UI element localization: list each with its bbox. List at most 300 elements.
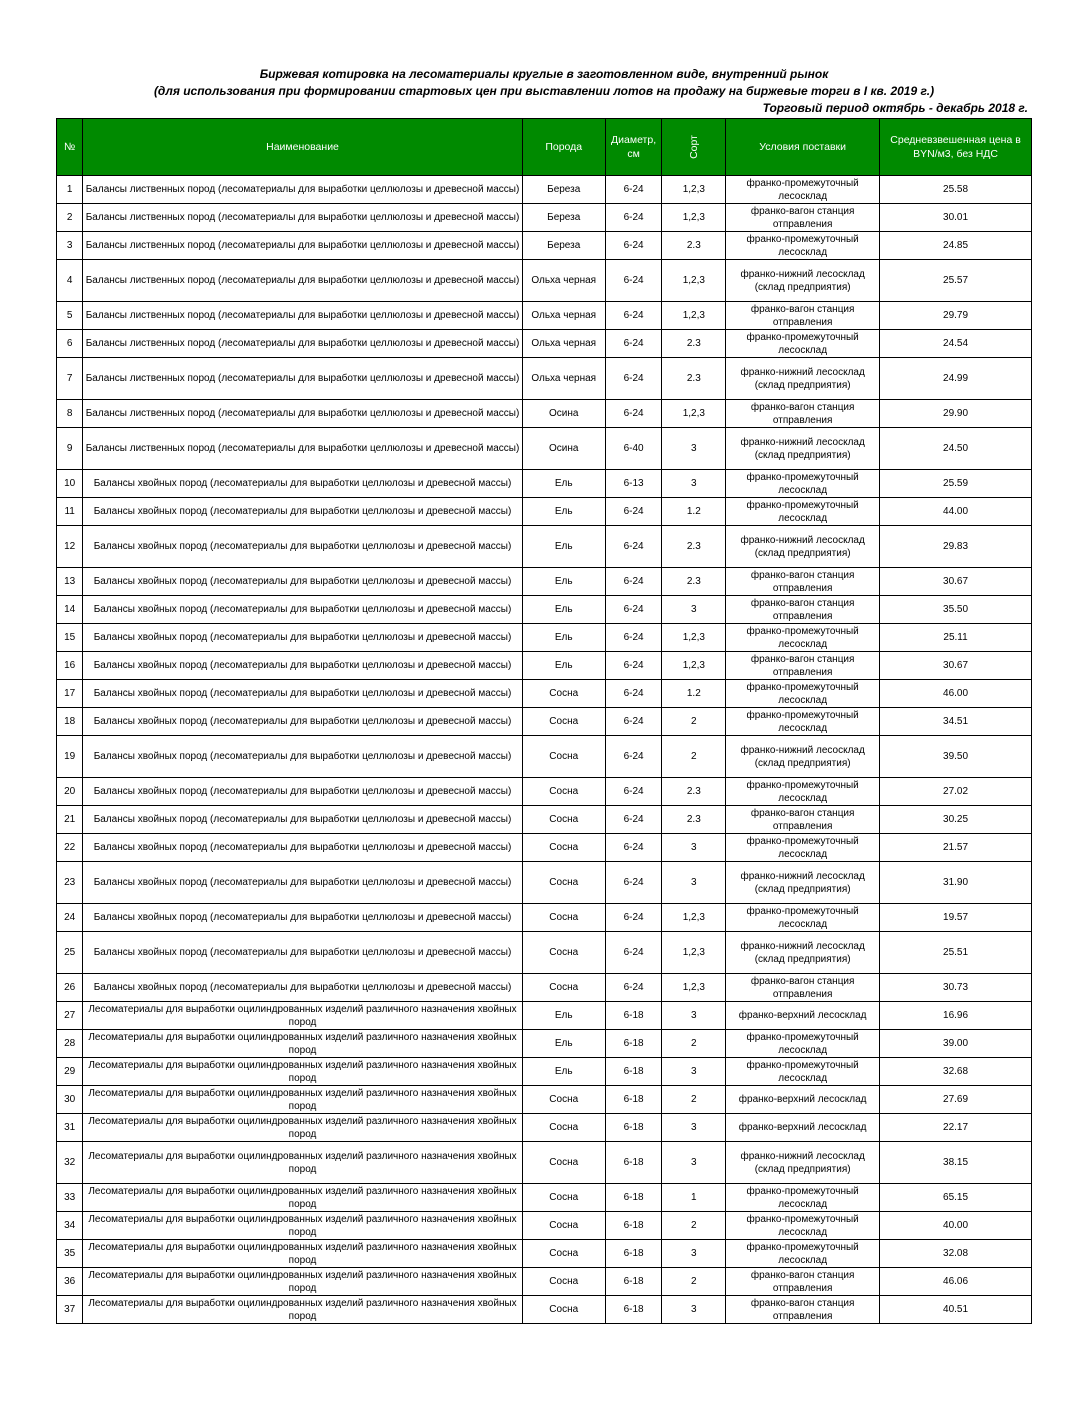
row-terms: франко-нижний лесосклад (склад предприятия): [726, 260, 880, 302]
row-terms: франко-нижний лесосклад (склад предприятия): [726, 1142, 880, 1184]
row-terms: франко-промежуточный лесосклад: [726, 1058, 880, 1086]
table-row: [57, 680, 1032, 708]
table-row: [57, 1002, 1032, 1030]
table-row: [57, 176, 1032, 204]
table-row: [57, 1086, 1032, 1114]
row-number: 6: [57, 330, 83, 358]
table-row: [57, 204, 1032, 232]
row-grade: 2.3: [662, 232, 726, 260]
row-number: 7: [57, 358, 83, 400]
row-diameter: 6-24: [605, 568, 662, 596]
row-grade: 3: [662, 1142, 726, 1184]
row-grade: 3: [662, 1296, 726, 1324]
row-price: 30.73: [880, 974, 1032, 1002]
row-grade: 2.3: [662, 358, 726, 400]
row-name: Лесоматериалы для выработки оцилиндрованных изделий различного назначения хвойных пород: [83, 1184, 522, 1212]
row-terms: франко-нижний лесосклад (склад предприятия): [726, 358, 880, 400]
row-price: 22.17: [880, 1114, 1032, 1142]
table-row: [57, 1114, 1032, 1142]
row-number: 25: [57, 932, 83, 974]
row-terms: франко-нижний лесосклад (склад предприятия): [726, 862, 880, 904]
row-diameter: 6-18: [605, 1212, 662, 1240]
row-name: Лесоматериалы для выработки оцилиндрованных изделий различного назначения хвойных пород: [83, 1240, 522, 1268]
row-species: Сосна: [522, 1086, 605, 1114]
row-species: Сосна: [522, 736, 605, 778]
row-diameter: 6-24: [605, 526, 662, 568]
row-price: 25.59: [880, 470, 1032, 498]
row-species: Ель: [522, 624, 605, 652]
row-number: 30: [57, 1086, 83, 1114]
row-number: 24: [57, 904, 83, 932]
row-species: Ель: [522, 652, 605, 680]
row-terms: франко-промежуточный лесосклад: [726, 1240, 880, 1268]
row-price: 24.85: [880, 232, 1032, 260]
row-species: Береза: [522, 176, 605, 204]
row-number: 32: [57, 1142, 83, 1184]
row-diameter: 6-18: [605, 1268, 662, 1296]
row-species: Ель: [522, 498, 605, 526]
row-name: Балансы хвойных пород (лесоматериалы для выработки целлюлозы и древесной массы): [83, 974, 522, 1002]
row-name: Балансы лиственных пород (лесоматериалы для выработки целлюлозы и древесной массы): [83, 302, 522, 330]
row-grade: 1,2,3: [662, 176, 726, 204]
header-terms: Условия поставки: [726, 119, 880, 176]
row-name: Лесоматериалы для выработки оцилиндрованных изделий различного назначения хвойных пород: [83, 1030, 522, 1058]
row-diameter: 6-24: [605, 778, 662, 806]
row-name: Балансы лиственных пород (лесоматериалы для выработки целлюлозы и древесной массы): [83, 260, 522, 302]
row-price: 29.90: [880, 400, 1032, 428]
row-price: 40.51: [880, 1296, 1032, 1324]
row-terms: франко-вагон станция отправления: [726, 596, 880, 624]
row-name: Балансы хвойных пород (лесоматериалы для выработки целлюлозы и древесной массы): [83, 526, 522, 568]
row-terms: франко-промежуточный лесосклад: [726, 680, 880, 708]
table-row: [57, 1296, 1032, 1324]
row-terms: франко-вагон станция отправления: [726, 204, 880, 232]
row-number: 14: [57, 596, 83, 624]
row-diameter: 6-24: [605, 596, 662, 624]
row-name: Лесоматериалы для выработки оцилиндрованных изделий различного назначения хвойных пород: [83, 1086, 522, 1114]
header-grade: [662, 119, 726, 176]
row-terms: франко-промежуточный лесосклад: [726, 498, 880, 526]
header-diameter: Диаметр, см: [605, 119, 662, 176]
row-number: 31: [57, 1114, 83, 1142]
table-row: [57, 624, 1032, 652]
row-diameter: 6-24: [605, 806, 662, 834]
row-terms: франко-промежуточный лесосклад: [726, 834, 880, 862]
row-species: Сосна: [522, 862, 605, 904]
row-number: 17: [57, 680, 83, 708]
table-row: [57, 1240, 1032, 1268]
row-species: Сосна: [522, 1114, 605, 1142]
row-species: Ель: [522, 526, 605, 568]
row-price: 40.00: [880, 1212, 1032, 1240]
row-diameter: 6-24: [605, 176, 662, 204]
row-number: 11: [57, 498, 83, 526]
trading-period: Торговый период октябрь - декабрь 2018 г.: [762, 101, 1028, 115]
row-terms: франко-вагон станция отправления: [726, 302, 880, 330]
row-number: 23: [57, 862, 83, 904]
row-grade: 1,2,3: [662, 652, 726, 680]
row-price: 39.00: [880, 1030, 1032, 1058]
row-name: Балансы хвойных пород (лесоматериалы для выработки целлюлозы и древесной массы): [83, 708, 522, 736]
row-price: 29.83: [880, 526, 1032, 568]
row-diameter: 6-24: [605, 904, 662, 932]
row-species: Ольха черная: [522, 330, 605, 358]
table-row: [57, 498, 1032, 526]
row-grade: 3: [662, 834, 726, 862]
table-row: [57, 526, 1032, 568]
row-species: Сосна: [522, 680, 605, 708]
row-name: Балансы хвойных пород (лесоматериалы для выработки целлюлозы и древесной массы): [83, 652, 522, 680]
row-species: Осина: [522, 428, 605, 470]
table-row: [57, 862, 1032, 904]
row-grade: 2.3: [662, 526, 726, 568]
row-diameter: 6-24: [605, 260, 662, 302]
row-grade: 2.3: [662, 778, 726, 806]
row-terms: франко-вагон станция отправления: [726, 1268, 880, 1296]
row-price: 30.67: [880, 652, 1032, 680]
row-terms: франко-промежуточный лесосклад: [726, 708, 880, 736]
row-grade: 1,2,3: [662, 932, 726, 974]
row-terms: франко-нижний лесосклад (склад предприятия): [726, 932, 880, 974]
header-name: Наименование: [83, 119, 522, 176]
row-diameter: 6-18: [605, 1240, 662, 1268]
table-header-row: [57, 119, 1032, 176]
row-price: 19.57: [880, 904, 1032, 932]
row-terms: франко-промежуточный лесосклад: [726, 624, 880, 652]
row-name: Балансы лиственных пород (лесоматериалы для выработки целлюлозы и древесной массы): [83, 204, 522, 232]
row-species: Ольха черная: [522, 260, 605, 302]
table-row: [57, 358, 1032, 400]
row-price: 27.02: [880, 778, 1032, 806]
row-name: Балансы хвойных пород (лесоматериалы для выработки целлюлозы и древесной массы): [83, 932, 522, 974]
table-row: [57, 708, 1032, 736]
row-diameter: 6-24: [605, 624, 662, 652]
row-name: Лесоматериалы для выработки оцилиндрованных изделий различного назначения хвойных пород: [83, 1296, 522, 1324]
row-diameter: 6-24: [605, 302, 662, 330]
row-name: Балансы лиственных пород (лесоматериалы для выработки целлюлозы и древесной массы): [83, 330, 522, 358]
row-species: Сосна: [522, 974, 605, 1002]
row-price: 16.96: [880, 1002, 1032, 1030]
table-row: [57, 330, 1032, 358]
row-grade: 1: [662, 1184, 726, 1212]
row-terms: франко-верхний лесосклад: [726, 1114, 880, 1142]
table-row: [57, 1142, 1032, 1184]
row-name: Балансы лиственных пород (лесоматериалы для выработки целлюлозы и древесной массы): [83, 358, 522, 400]
row-terms: франко-промежуточный лесосклад: [726, 176, 880, 204]
row-species: Сосна: [522, 1212, 605, 1240]
header-species: Порода: [522, 119, 605, 176]
row-name: Балансы хвойных пород (лесоматериалы для выработки целлюлозы и древесной массы): [83, 498, 522, 526]
table-row: [57, 428, 1032, 470]
table-row: [57, 974, 1032, 1002]
document-title: [56, 66, 1032, 117]
row-name: Балансы хвойных пород (лесоматериалы для выработки целлюлозы и древесной массы): [83, 470, 522, 498]
table-row: [57, 778, 1032, 806]
row-number: 33: [57, 1184, 83, 1212]
row-price: 24.99: [880, 358, 1032, 400]
row-name: Балансы лиственных пород (лесоматериалы для выработки целлюлозы и древесной массы): [83, 176, 522, 204]
row-name: Балансы хвойных пород (лесоматериалы для выработки целлюлозы и древесной массы): [83, 596, 522, 624]
row-price: 30.01: [880, 204, 1032, 232]
row-number: 10: [57, 470, 83, 498]
table-row: [57, 1268, 1032, 1296]
row-number: 26: [57, 974, 83, 1002]
row-number: 19: [57, 736, 83, 778]
row-species: Сосна: [522, 778, 605, 806]
row-number: 16: [57, 652, 83, 680]
row-number: 1: [57, 176, 83, 204]
row-price: 39.50: [880, 736, 1032, 778]
row-diameter: 6-24: [605, 232, 662, 260]
row-terms: франко-вагон станция отправления: [726, 568, 880, 596]
row-price: 35.50: [880, 596, 1032, 624]
row-price: 46.06: [880, 1268, 1032, 1296]
row-species: Сосна: [522, 708, 605, 736]
row-name: Лесоматериалы для выработки оцилиндрованных изделий различного назначения хвойных пород: [83, 1058, 522, 1086]
row-number: 29: [57, 1058, 83, 1086]
row-diameter: 6-24: [605, 834, 662, 862]
row-grade: 2: [662, 1030, 726, 1058]
row-number: 34: [57, 1212, 83, 1240]
title-line-2: (для использования при формировании стартовых цен при выставлении лотов на продажу на биржевые торги в I кв. 2019 г.): [153, 84, 935, 98]
row-grade: 2: [662, 1086, 726, 1114]
row-grade: 3: [662, 862, 726, 904]
row-price: 65.15: [880, 1184, 1032, 1212]
row-species: Ель: [522, 1002, 605, 1030]
row-terms: франко-промежуточный лесосклад: [726, 470, 880, 498]
row-number: 22: [57, 834, 83, 862]
row-number: 35: [57, 1240, 83, 1268]
row-diameter: 6-24: [605, 400, 662, 428]
row-grade: 1,2,3: [662, 624, 726, 652]
row-price: 38.15: [880, 1142, 1032, 1184]
row-price: 25.11: [880, 624, 1032, 652]
row-terms: франко-нижний лесосклад (склад предприятия): [726, 736, 880, 778]
row-species: Береза: [522, 204, 605, 232]
row-terms: франко-промежуточный лесосклад: [726, 904, 880, 932]
row-terms: франко-промежуточный лесосклад: [726, 330, 880, 358]
row-species: Ольха черная: [522, 358, 605, 400]
row-diameter: 6-24: [605, 862, 662, 904]
row-diameter: 6-18: [605, 1296, 662, 1324]
row-number: 20: [57, 778, 83, 806]
row-species: Сосна: [522, 1296, 605, 1324]
row-name: Балансы хвойных пород (лесоматериалы для выработки целлюлозы и древесной массы): [83, 834, 522, 862]
table-row: [57, 806, 1032, 834]
row-species: Ель: [522, 470, 605, 498]
row-price: 25.58: [880, 176, 1032, 204]
row-terms: франко-вагон станция отправления: [726, 1296, 880, 1324]
row-name: Балансы хвойных пород (лесоматериалы для выработки целлюлозы и древесной массы): [83, 624, 522, 652]
table-row: [57, 904, 1032, 932]
row-grade: 2.3: [662, 806, 726, 834]
row-species: Ель: [522, 596, 605, 624]
row-number: 8: [57, 400, 83, 428]
row-grade: 2: [662, 1212, 726, 1240]
row-name: Балансы хвойных пород (лесоматериалы для выработки целлюлозы и древесной массы): [83, 778, 522, 806]
row-diameter: 6-18: [605, 1142, 662, 1184]
row-name: Балансы хвойных пород (лесоматериалы для выработки целлюлозы и древесной массы): [83, 862, 522, 904]
row-number: 9: [57, 428, 83, 470]
row-grade: 3: [662, 428, 726, 470]
row-number: 28: [57, 1030, 83, 1058]
row-species: Сосна: [522, 834, 605, 862]
row-grade: 1,2,3: [662, 400, 726, 428]
row-name: Балансы хвойных пород (лесоматериалы для выработки целлюлозы и древесной массы): [83, 904, 522, 932]
row-diameter: 6-24: [605, 204, 662, 232]
row-diameter: 6-18: [605, 1184, 662, 1212]
row-terms: франко-промежуточный лесосклад: [726, 1184, 880, 1212]
row-number: 5: [57, 302, 83, 330]
row-species: Ель: [522, 1058, 605, 1086]
row-price: 44.00: [880, 498, 1032, 526]
row-name: Балансы хвойных пород (лесоматериалы для выработки целлюлозы и древесной массы): [83, 680, 522, 708]
row-diameter: 6-24: [605, 358, 662, 400]
table-row: [57, 596, 1032, 624]
row-number: 21: [57, 806, 83, 834]
row-species: Сосна: [522, 1268, 605, 1296]
row-diameter: 6-24: [605, 736, 662, 778]
header-price: Средневзвешенная цена в BYN/м3, без НДС: [880, 119, 1032, 176]
row-species: Сосна: [522, 1184, 605, 1212]
row-grade: 3: [662, 1002, 726, 1030]
row-diameter: 6-24: [605, 652, 662, 680]
row-number: 37: [57, 1296, 83, 1324]
row-terms: франко-нижний лесосклад (склад предприятия): [726, 526, 880, 568]
row-diameter: 6-40: [605, 428, 662, 470]
row-diameter: 6-24: [605, 498, 662, 526]
row-number: 15: [57, 624, 83, 652]
row-grade: 2.3: [662, 330, 726, 358]
table-row: [57, 568, 1032, 596]
row-terms: франко-промежуточный лесосклад: [726, 1030, 880, 1058]
table-row: [57, 736, 1032, 778]
row-name: Балансы лиственных пород (лесоматериалы для выработки целлюлозы и древесной массы): [83, 400, 522, 428]
row-species: Ольха черная: [522, 302, 605, 330]
row-grade: 1,2,3: [662, 974, 726, 1002]
row-species: Ель: [522, 1030, 605, 1058]
row-species: Сосна: [522, 1240, 605, 1268]
quotes-table: [56, 118, 1032, 1324]
row-diameter: 6-18: [605, 1030, 662, 1058]
row-name: Лесоматериалы для выработки оцилиндрованных изделий различного назначения хвойных пород: [83, 1268, 522, 1296]
row-grade: 1.2: [662, 680, 726, 708]
table-row: [57, 834, 1032, 862]
row-price: 29.79: [880, 302, 1032, 330]
header-num: №: [57, 119, 83, 176]
row-species: Сосна: [522, 1142, 605, 1184]
table-row: [57, 302, 1032, 330]
row-diameter: 6-24: [605, 974, 662, 1002]
table-row: [57, 1212, 1032, 1240]
row-price: 46.00: [880, 680, 1032, 708]
row-grade: 2: [662, 736, 726, 778]
table-row: [57, 260, 1032, 302]
row-name: Лесоматериалы для выработки оцилиндрованных изделий различного назначения хвойных пород: [83, 1142, 522, 1184]
row-terms: франко-промежуточный лесосклад: [726, 232, 880, 260]
row-grade: 2: [662, 708, 726, 736]
row-price: 24.54: [880, 330, 1032, 358]
row-name: Балансы лиственных пород (лесоматериалы для выработки целлюлозы и древесной массы): [83, 232, 522, 260]
row-terms: франко-верхний лесосклад: [726, 1002, 880, 1030]
row-species: Сосна: [522, 932, 605, 974]
row-grade: 2: [662, 1268, 726, 1296]
row-name: Балансы лиственных пород (лесоматериалы для выработки целлюлозы и древесной массы): [83, 428, 522, 470]
title-line-1: Биржевая котировка на лесоматериалы круглые в заготовленном виде, внутренний рынок: [259, 67, 829, 81]
row-number: 13: [57, 568, 83, 596]
row-number: 18: [57, 708, 83, 736]
row-grade: 3: [662, 596, 726, 624]
row-grade: 3: [662, 1114, 726, 1142]
table-row: [57, 1030, 1032, 1058]
row-terms: франко-вагон станция отправления: [726, 974, 880, 1002]
row-species: Ель: [522, 568, 605, 596]
row-price: 25.51: [880, 932, 1032, 974]
row-name: Балансы хвойных пород (лесоматериалы для выработки целлюлозы и древесной массы): [83, 806, 522, 834]
row-price: 21.57: [880, 834, 1032, 862]
row-grade: 3: [662, 1058, 726, 1086]
table-row: [57, 470, 1032, 498]
row-name: Лесоматериалы для выработки оцилиндрованных изделий различного назначения хвойных пород: [83, 1002, 522, 1030]
row-terms: франко-вагон станция отправления: [726, 652, 880, 680]
row-name: Балансы хвойных пород (лесоматериалы для выработки целлюлозы и древесной массы): [83, 568, 522, 596]
row-diameter: 6-24: [605, 330, 662, 358]
row-terms: франко-промежуточный лесосклад: [726, 1212, 880, 1240]
row-number: 27: [57, 1002, 83, 1030]
table-row: [57, 652, 1032, 680]
row-number: 3: [57, 232, 83, 260]
row-terms: франко-верхний лесосклад: [726, 1086, 880, 1114]
row-price: 34.51: [880, 708, 1032, 736]
table-row: [57, 932, 1032, 974]
row-terms: франко-нижний лесосклад (склад предприятия): [726, 428, 880, 470]
table-body: [57, 176, 1032, 1324]
row-species: Сосна: [522, 806, 605, 834]
table-row: [57, 400, 1032, 428]
row-diameter: 6-18: [605, 1086, 662, 1114]
row-diameter: 6-18: [605, 1114, 662, 1142]
row-diameter: 6-13: [605, 470, 662, 498]
row-number: 2: [57, 204, 83, 232]
header-grade-label: Сорт: [687, 135, 700, 159]
row-terms: франко-промежуточный лесосклад: [726, 778, 880, 806]
row-name: Балансы хвойных пород (лесоматериалы для выработки целлюлозы и древесной массы): [83, 736, 522, 778]
row-diameter: 6-18: [605, 1002, 662, 1030]
row-species: Береза: [522, 232, 605, 260]
row-diameter: 6-24: [605, 680, 662, 708]
row-species: Осина: [522, 400, 605, 428]
table-row: [57, 1184, 1032, 1212]
row-price: 31.90: [880, 862, 1032, 904]
row-number: 36: [57, 1268, 83, 1296]
row-grade: 1,2,3: [662, 302, 726, 330]
row-grade: 3: [662, 1240, 726, 1268]
row-terms: франко-вагон станция отправления: [726, 400, 880, 428]
row-price: 30.25: [880, 806, 1032, 834]
row-diameter: 6-18: [605, 1058, 662, 1086]
table-row: [57, 232, 1032, 260]
row-number: 12: [57, 526, 83, 568]
row-price: 25.57: [880, 260, 1032, 302]
row-price: 32.68: [880, 1058, 1032, 1086]
row-terms: франко-вагон станция отправления: [726, 806, 880, 834]
row-price: 32.08: [880, 1240, 1032, 1268]
row-diameter: 6-24: [605, 708, 662, 736]
row-price: 24.50: [880, 428, 1032, 470]
row-grade: 1.2: [662, 498, 726, 526]
row-name: Лесоматериалы для выработки оцилиндрованных изделий различного назначения хвойных пород: [83, 1212, 522, 1240]
row-diameter: 6-24: [605, 932, 662, 974]
